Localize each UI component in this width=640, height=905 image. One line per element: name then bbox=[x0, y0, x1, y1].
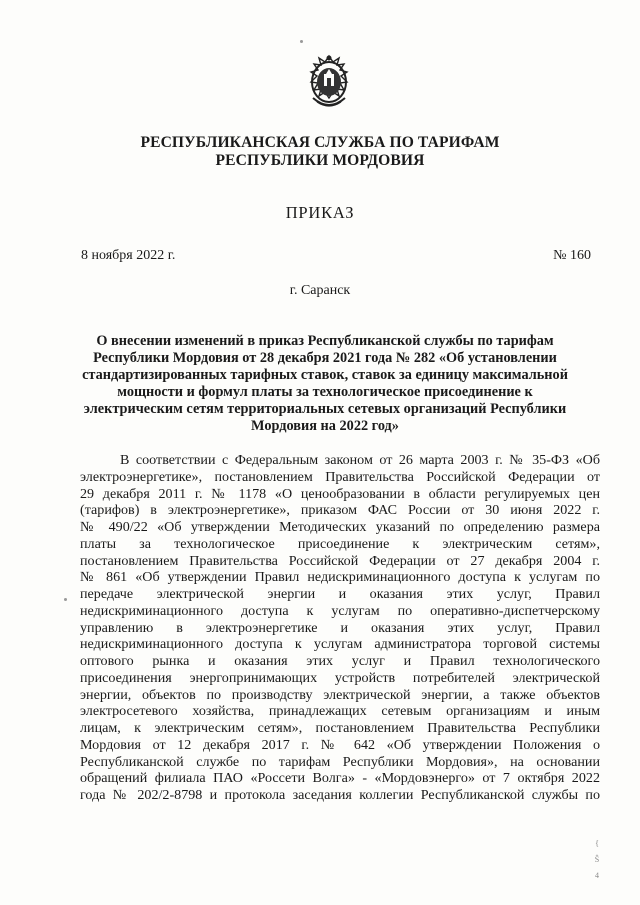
document-number: № 160 bbox=[553, 248, 591, 263]
body-line: Республиканской службе по тарифам Республики Мордовия», на основании bbox=[80, 753, 600, 770]
body-line: В соответствии с Федеральным законом от 26 марта 2003 г. № 35-ФЗ «Об bbox=[120, 452, 600, 468]
margin-mark: { bbox=[595, 839, 599, 848]
body-line: Мордовия от 12 декабря 2017 г. № 642 «Об утверждении Положения о bbox=[80, 736, 600, 753]
body-line: обращений филиала ПАО «Россети Волга» - «Мордовэнерго» от 7 октября 2022 bbox=[80, 770, 600, 787]
margin-marks bbox=[590, 836, 604, 884]
document-subject bbox=[80, 333, 570, 434]
coat-of-arms-icon bbox=[303, 52, 355, 114]
scan-speck bbox=[64, 598, 67, 601]
body-line: лицам, к электрическим сетям», постановлением Правительства Республики bbox=[80, 720, 600, 736]
margin-mark: Ŝ bbox=[594, 855, 600, 864]
body-line: передаче электрической энергии и оказания этих услуг, Правил bbox=[80, 586, 600, 602]
subject-line: мощности и формул платы за технологическое присоединение к bbox=[117, 383, 533, 400]
document-city: г. Саранск bbox=[289, 283, 351, 298]
body-line: оптового рынка и оказания этих услуг и Правил технологического bbox=[80, 653, 600, 669]
subject-line: О внесении изменений в приказ Республиканской службы по тарифам bbox=[96, 333, 554, 349]
margin-mark: 4 bbox=[595, 871, 599, 880]
subject-line: электрическим сетям территориальных сетевых организаций Республики bbox=[83, 400, 567, 417]
scan-speck bbox=[300, 40, 303, 43]
org-name-line1: РЕСПУБЛИКАНСКАЯ СЛУЖБА ПО ТАРИФАМ bbox=[140, 134, 500, 151]
body-line: энергии, объектов по производству электрической энергии, а также объектов bbox=[80, 686, 600, 703]
body-line: недискриминационного доступа к услугам по оперативно-диспетчерскому bbox=[80, 602, 600, 619]
body-line: 29 декабря 2011 г. № 1178 «О ценообразовании в области регулируемых цен bbox=[80, 485, 600, 502]
subject-line: Республики Мордовия от 28 декабря 2021 года № 282 «Об установлении bbox=[93, 349, 557, 366]
document-type: ПРИКАЗ bbox=[285, 203, 355, 222]
body-line: присоединения энергопринимающих устройств потребителей электрической bbox=[80, 669, 600, 686]
body-line: года № 202/2-8798 и протокола заседания коллегии Республиканской службы по bbox=[80, 787, 600, 803]
body-line: управлению в электроэнергетике и оказания этих услуг, Правил bbox=[80, 619, 600, 636]
body-line: электросетевого хозяйства, принадлежащих сетевым организациям и иным bbox=[80, 703, 600, 720]
body-line: недискриминационного доступа к услугам администратора торговой системы bbox=[80, 636, 600, 653]
body-line: электроэнергетике», постановлением Правительства Российской Федерации от bbox=[80, 468, 600, 485]
body-line: (тарифов) в электроэнергетике», приказом ФАС России от 30 июня 2022 г. bbox=[80, 502, 600, 519]
subject-line: стандартизированных тарифных ставок, ставок за единицу максимальной bbox=[82, 366, 568, 383]
body-line: платы за технологическое присоединение к электрическим сетям», bbox=[80, 535, 600, 552]
document-body bbox=[80, 452, 600, 804]
subject-line: Мордовия на 2022 год» bbox=[251, 417, 399, 434]
document-date: 8 ноября 2022 г. bbox=[81, 248, 176, 263]
org-name-line2: РЕСПУБЛИКИ МОРДОВИЯ bbox=[215, 152, 425, 169]
body-line: постановлением Правительства Российской Федерации от 27 декабря 2004 г. bbox=[80, 552, 600, 569]
body-line: № 490/22 «Об утверждении Методических указаний по определению размера bbox=[80, 519, 600, 535]
body-line: № 861 «Об утверждении Правил недискриминационного доступа к услугам по bbox=[80, 569, 600, 586]
